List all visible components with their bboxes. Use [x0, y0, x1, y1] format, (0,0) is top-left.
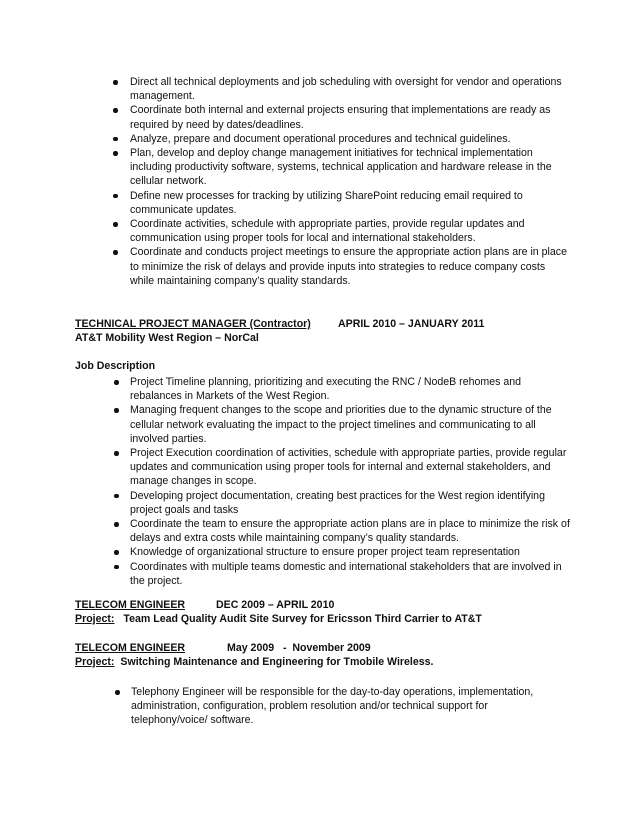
project-line [75, 612, 482, 626]
job-title: TELECOM ENGINEER [75, 599, 186, 611]
job-dates: May 2009 - November 2009 [227, 642, 371, 654]
list-item: Project Execution coordination of activities, schedule with appropriate parties, provide regular updates and communication using proper tools for internal and external stakeholders, and manage changes in scope. [130, 446, 570, 489]
job-dates: DEC 2009 – APRIL 2010 [216, 599, 335, 611]
list-item: Developing project documentation, creating best practices for the West region identifying project goals and tasks [130, 489, 570, 517]
project-name: Team Lead Quality Audit Site Survey for Ericsson Third Carrier to AT&T [123, 613, 482, 625]
responsibilities-list [130, 75, 570, 288]
list-item: Coordinate the team to ensure the appropriate action plans are in place to minimize the risk of delays and extra costs while maintaining company’s quality standards. [130, 518, 570, 545]
job-title: TELECOM ENGINEER [75, 642, 186, 654]
list-item: Managing frequent changes to the scope and priorities due to the dynamic structure of the cellular network evaluating the impact to the project timelines and communicating to all involved parties. [130, 403, 570, 446]
job-description-heading: Job Description [75, 360, 156, 372]
list-item: Coordinate both internal and external projects ensuring that implementations are ready as required by need by dates/deadlines. [130, 103, 570, 131]
project-label: Project: [75, 613, 115, 625]
list-item: Define new processes for tracking by utilizing SharePoint reducing email required to communicate updates. [130, 189, 570, 217]
list-item: Plan, develop and deploy change management initiatives for technical implementation including productivity software, systems, technical application and hardware release in the cellular network. [130, 146, 570, 189]
list-item: Project Timeline planning, prioritizing and executing the RNC / NodeB rehomes and rebalances in Markets of the West Region. [130, 375, 570, 403]
job-description-list [130, 375, 570, 588]
list-item: Knowledge of organizational structure to ensure proper project team representation [130, 545, 570, 559]
list-item: Coordinates with multiple teams domestic and international stakeholders that are involved in the project. [130, 560, 570, 588]
company-name: AT&T Mobility West Region – NorCal [75, 332, 259, 344]
job-dates: APRIL 2010 – JANUARY 2011 [338, 318, 485, 330]
job-title: TECHNICAL PROJECT MANAGER (Contractor) [75, 318, 311, 330]
project-label: Project: [75, 656, 115, 668]
job-responsibilities-list [131, 685, 551, 728]
list-item: Analyze, prepare and document operational procedures and technical guidelines. [130, 132, 570, 146]
list-item: Direct all technical deployments and job scheduling with oversight for vendor and operations management. [130, 75, 570, 103]
project-name: Switching Maintenance and Engineering for Tmobile Wireless. [120, 656, 434, 668]
list-item: Coordinate and conducts project meetings to ensure the appropriate action plans are in place to minimize the risk of delays and provide inputs into strategies to reduce company costs while maintaining company’s quality standards. [130, 245, 570, 288]
list-item: Telephony Engineer will be responsible for the day-to-day operations, implementation, administration, configuration, problem resolution and/or technical support for telephony/voice/ software. [131, 685, 551, 728]
list-item: Coordinate activities, schedule with appropriate parties, provide regular updates and communication using proper tools for local and international stakeholders. [130, 217, 570, 245]
project-line [75, 655, 433, 669]
